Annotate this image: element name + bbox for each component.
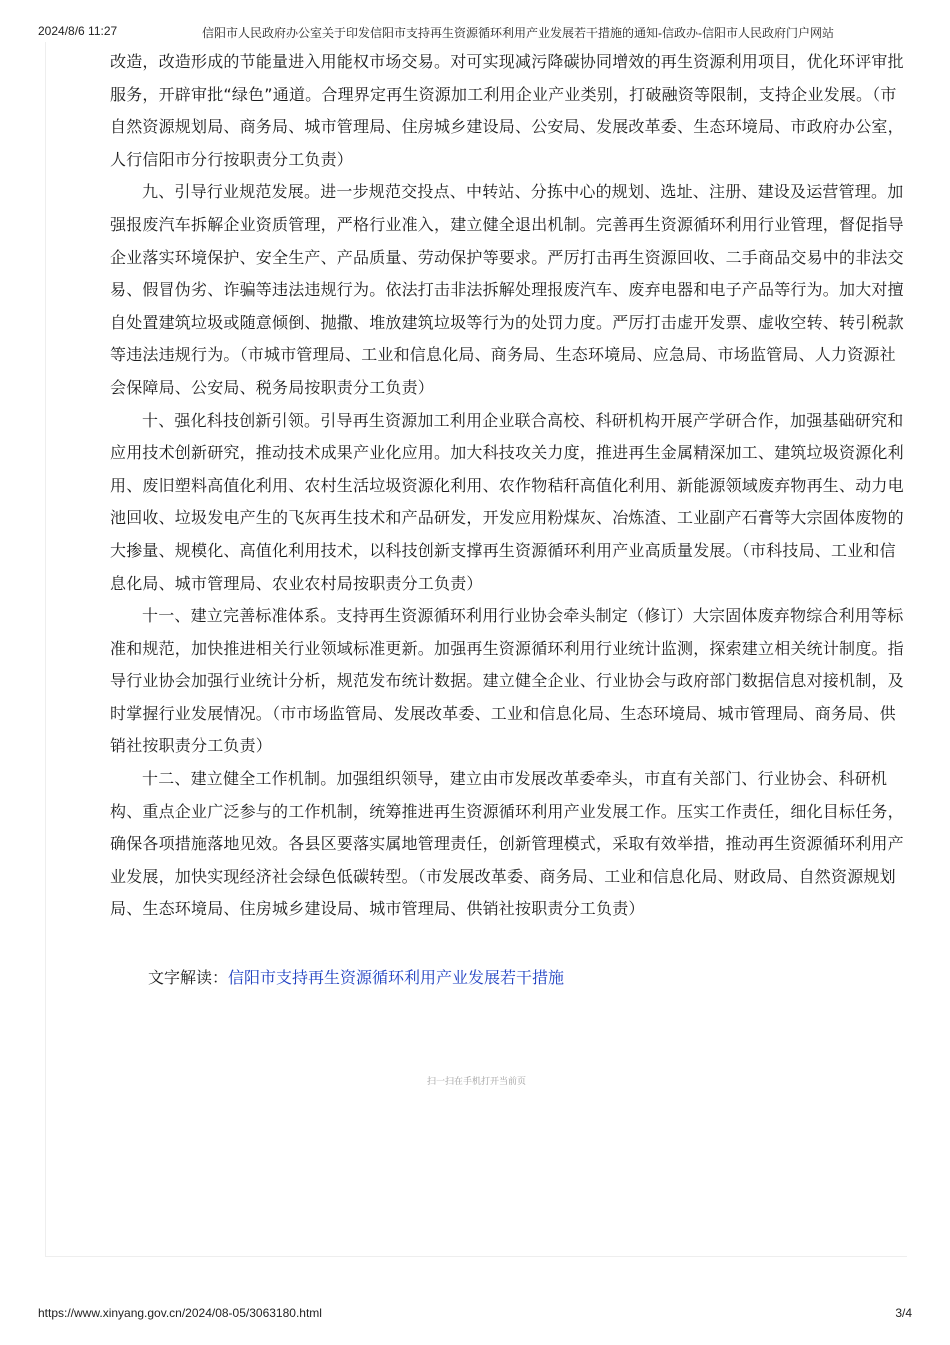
- text-line: 等违法违规行为。（市城市管理局、工业和信息化局、商务局、生态环境局、应急局、市场监管局、人力资源社: [110, 345, 896, 365]
- text-line: 人行信阳市分行按职责分工负责）: [110, 149, 354, 169]
- text-line: 销社按职责分工负责）: [110, 736, 273, 756]
- paragraph-item-9: [110, 176, 907, 404]
- text-line: 强报废汽车拆解企业资质管理，严格行业准入，建立健全退出机制。完善再生资源循环利用行业管理，督促指导: [110, 214, 904, 234]
- text-line: 九、引导行业规范发展。进一步规范交投点、中转站、分拣中心的规划、选址、注册、建设及运营管理。加: [142, 182, 904, 202]
- print-header: [38, 24, 912, 42]
- paragraph-item-10: [110, 405, 907, 601]
- text-interpretation: [148, 962, 564, 994]
- text-interpretation-label: 文字解读：: [148, 968, 229, 987]
- text-line: 十一、建立完善标准体系。支持再生资源循环利用行业协会牵头制定（修订）大宗固体废弃物综合利用等标: [142, 606, 904, 626]
- text-line: 会保障局、公安局、税务局按职责分工负责）: [110, 377, 435, 397]
- text-line: 准和规范，加快推进相关行业领域标准更新。加强再生资源循环利用行业统计监测，探索建立相关统计制度。指: [110, 638, 904, 658]
- page-indicator: 3/4: [895, 1306, 912, 1320]
- text-line: 确保各项措施落地见效。各县区要落实属地管理责任，创新管理模式，采取有效举措，推动再生资源循环利用产: [110, 834, 904, 854]
- print-page-title: 信阳市人民政府办公室关于印发信阳市支持再生资源循环利用产业发展若干措施的通知-信政办-信阳市人民政府门户网站: [202, 26, 834, 40]
- text-line: 构、重点企业广泛参与的工作机制，统筹推进再生资源循环利用产业发展工作。压实工作责任，细化目标任务，: [110, 801, 904, 821]
- text-line: 业发展，加快实现经济社会绿色低碳转型。（市发展改革委、商务局、工业和信息化局、财政局、自然资源规划: [110, 866, 896, 886]
- text-line: 易、假冒伪劣、诈骗等违法违规行为。依法打击非法拆解处理报废汽车、废弃电器和电子产品等行为。加大对擅: [110, 280, 904, 300]
- text-line: 息化局、城市管理局、农业农村局按职责分工负责）: [110, 573, 483, 593]
- text-line: 局、生态环境局、住房城乡建设局、城市管理局、供销社按职责分工负责）: [110, 899, 645, 919]
- text-line: 池回收、垃圾发电产生的飞灰再生技术和产品研发，开发应用粉煤灰、冶炼渣、工业副产石膏等大宗固体废物的: [110, 508, 904, 528]
- print-datetime: 2024/8/6 11:27: [38, 24, 118, 38]
- paragraph-continuation: [110, 46, 907, 176]
- text-line: 用、废旧塑料高值化利用、农村生活垃圾资源化利用、农作物秸秆高值化利用、新能源领域废弃物再生、动力电: [110, 475, 904, 495]
- qr-caption: 扫一扫在手机打开当前页: [426, 1077, 526, 1087]
- text-line: 企业落实环境保护、安全生产、产品质量、劳动保护等要求。严厉打击再生资源回收、二手商品交易中的非法交: [110, 247, 904, 267]
- text-line: 导行业协会加强行业统计分析，规范发布统计数据。建立健全企业、行业协会与政府部门数据信息对接机制，及: [110, 671, 904, 691]
- paragraph-item-12: [110, 763, 907, 926]
- text-line: 自处置建筑垃圾或随意倾倒、抛撒、堆放建筑垃圾等行为的处罚力度。严厉打击虚开发票、虚收空转、转引税款: [110, 312, 904, 332]
- text-line: 自然资源规划局、商务局、城市管理局、住房城乡建设局、公安局、发展改革委、生态环境局、市政府办公室，: [110, 117, 904, 137]
- print-footer: [38, 1306, 912, 1322]
- text-line: 时掌握行业发展情况。（市市场监管局、发展改革委、工业和信息化局、生态环境局、城市管理局、商务局、供: [110, 703, 896, 723]
- text-line: 服务，开辟审批“绿色”通道。合理界定再生资源加工利用企业产业类别，打破融资等限制，支持企业发展。（市: [110, 84, 897, 104]
- print-url: https://www.xinyang.gov.cn/2024/08-05/3063180.html: [38, 1306, 322, 1320]
- paragraph-item-11: [110, 600, 907, 763]
- content-frame: [45, 42, 907, 1257]
- text-line: 十、强化科技创新引领。引导再生资源加工利用企业联合高校、科研机构开展产学研合作，加强基础研究和: [142, 410, 904, 430]
- article-body: [110, 46, 907, 926]
- text-line: 应用技术创新研究，推动技术成果产业化应用。加大科技攻关力度，推进再生金属精深加工、建筑垃圾资源化利: [110, 443, 904, 463]
- text-line: 大掺量、规模化、高值化利用技术，以科技创新支撑再生资源循环利用产业高质量发展。（市科技局、工业和信: [110, 540, 896, 560]
- text-line: 十二、建立健全工作机制。加强组织领导，建立由市发展改革委牵头，市直有关部门、行业协会、科研机: [142, 769, 888, 789]
- text-line: 改造，改造形成的节能量进入用能权市场交易。对可实现减污降碳协同增效的再生资源利用项目，优化环评审批: [110, 52, 904, 71]
- text-interpretation-link[interactable]: 信阳市支持再生资源循环利用产业发展若干措施: [228, 968, 565, 987]
